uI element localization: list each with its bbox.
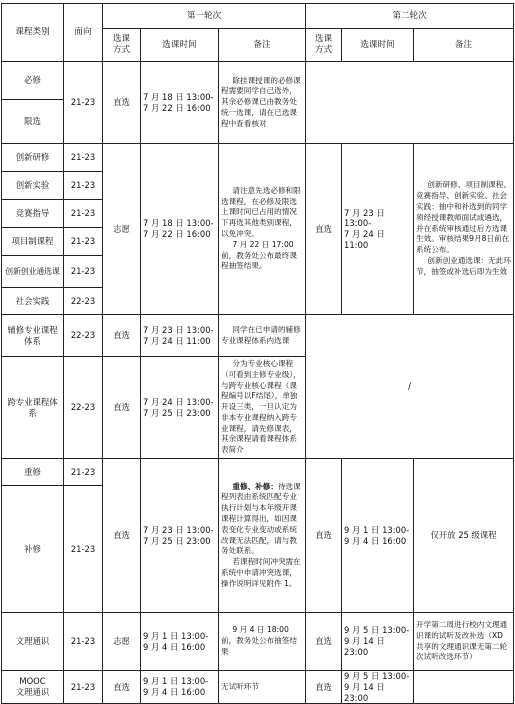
category-innovation-practice: 创新实验 [2, 172, 64, 200]
method-innovation: 志愿 [103, 144, 141, 315]
category-makeup: 补修 [2, 486, 64, 613]
time-cross: 7 月 24 日 13:00- 7 月 25 日 23:00 [141, 357, 219, 459]
method-minor: 直选 [103, 315, 141, 357]
method-culture: 志愿 [103, 613, 141, 671]
grade-retake: 21-23 [64, 459, 103, 486]
grade-cross: 22-23 [64, 357, 103, 459]
header-category: 课程类别 [2, 4, 64, 62]
method-required: 直选 [103, 62, 141, 144]
round2-minor-cross-slash: / [306, 315, 514, 459]
r2-method-makeup: 直选 [306, 459, 342, 613]
grade-innovation-practice: 21-23 [64, 172, 103, 200]
remark-culture: 9 月 4 日 18:00 前，教务处公布抽签结果 [219, 613, 306, 671]
method-mooc: 直选 [103, 671, 141, 704]
r2-time-makeup: 9 月 1 日 13:00- 9 月 4 日 16:00 [342, 459, 414, 613]
category-project: 项目制课程 [2, 228, 64, 256]
grade-required-restricted: 21-23 [64, 62, 103, 144]
r2-remark-culture: 开学第二周进行校内文理通识课的试听及改补选（XD 共享的文理通识课无第二轮次试听改选环节） [414, 613, 514, 671]
category-mooc: MOOC 文理通识 [2, 671, 64, 704]
r2-time-mooc: 9 月 5 日 13:00- 9 月 14 日 23:00 [342, 671, 414, 704]
round2-required-empty [306, 62, 514, 144]
category-cross: 跨专业课程体系 [2, 357, 64, 459]
grade-competition: 21-23 [64, 200, 103, 228]
r2-method-mooc: 直选 [306, 671, 342, 704]
header-r2-remark: 备注 [414, 29, 514, 62]
grade-makeup: 21-23 [64, 486, 103, 613]
category-entrepreneur: 创新创业通选课 [2, 256, 64, 288]
time-required: 7 月 18 日 13:00- 7 月 22 日 16:00 [141, 62, 219, 144]
time-makeup: 7 月 23 日 13:00- 7 月 25 日 23:00 [141, 459, 219, 613]
header-r2-method: 选课 方式 [306, 29, 342, 62]
time-culture: 9 月 1 日 13:00- 9 月 4 日 16:00 [141, 613, 219, 671]
grade-innovation-training: 21-23 [64, 144, 103, 172]
remark-innovation: 请注意先选必修和限选课程，在必修及限选上课时间已占用的情况下再选其他类别课程，以免冲突。 7 月 22 日 17:00 前，教务处公布最终课程抽签结果。 [219, 144, 306, 315]
header-round1: 第一轮次 [103, 4, 306, 29]
category-innovation-training: 创新研修 [2, 144, 64, 172]
time-minor: 7 月 23 日 13:00- 7 月 24 日 11:00 [141, 315, 219, 357]
method-makeup: 直选 [103, 459, 141, 613]
r2-time-innovation: 7 月 23 日 13:00- 7 月 24 日 11:00 [342, 144, 414, 315]
grade-minor: 22-23 [64, 315, 103, 357]
grade-mooc: 21-23 [64, 671, 103, 704]
remark-minor: 同学在已申请的辅修专业课程体系内选课 [219, 315, 306, 357]
course-selection-table [1, 3, 514, 704]
remark-cross: 分为专业核心课程（可看到主修专业级），与跨专业核心课程（课程编号以F结尾），单独开设三类，一旦认定为非本专业课程纳入跨专业课程，请先修课表，其余课程请看课程体系表简介 [219, 357, 306, 459]
time-mooc: 9 月 1 日 13:00- 9 月 4 日 16:00 [141, 671, 219, 704]
category-retake: 重修 [2, 459, 64, 486]
header-method: 选课 方式 [103, 29, 141, 62]
category-competition: 竞赛指导 [2, 200, 64, 228]
grade-social: 22-23 [64, 288, 103, 315]
remark-makeup: 重修、补修：待选课程列表由系统匹配专业执行计划与本年级开课课程计算得出，如因课表变化专业变动或系统改课无法匹配，请与教务处联系。 若课程时间冲突需在系统中申请冲突选课，操作说明详见附件 1。 [219, 459, 306, 613]
r2-remark-innovation: 创新研修、项目制课程、竞赛指导、创新实验、社会实践：抽中和补选到的同学须经授课教师面试或遴选，并在系统审核通过后方选课生效。审核结果9月8日前在系统公布。 创新创业通选课：无此环节，抽签或补选后即为生效 [414, 144, 514, 315]
r2-remark-makeup: 仅开放 25 级课程 [414, 459, 514, 613]
r2-method-culture: 直选 [306, 613, 342, 671]
header-grade: 面向 [64, 4, 103, 62]
category-required: 必修 [2, 62, 64, 100]
category-restricted: 限选 [2, 100, 64, 144]
header-r2-time: 选课时间 [342, 29, 414, 62]
category-minor: 辅修专业课程体系 [2, 315, 64, 357]
grade-entrepreneur: 21-23 [64, 256, 103, 288]
method-cross: 直选 [103, 357, 141, 459]
category-social: 社会实践 [2, 288, 64, 315]
header-remark: 备注 [219, 29, 306, 62]
r2-method-innovation: 直选 [306, 144, 342, 315]
category-culture: 文理通识 [2, 613, 64, 671]
remark-mooc: 无试听环节 [219, 671, 306, 704]
time-innovation: 7 月 18 日 13:00- 7 月 22 日 16:00 [141, 144, 219, 315]
grade-project: 21-23 [64, 228, 103, 256]
header-time: 选课时间 [141, 29, 219, 62]
r2-time-culture: 9 月 5 日 13:00- 9 月 14 日 23:00 [342, 613, 414, 671]
remark-required: 除挂课授课的必修课程需要同学自己选外，其余必修课已由教务处统一选课，请在已选课程中查看核对 [219, 62, 306, 144]
header-round2: 第二轮次 [306, 4, 514, 29]
grade-culture: 21-23 [64, 613, 103, 671]
